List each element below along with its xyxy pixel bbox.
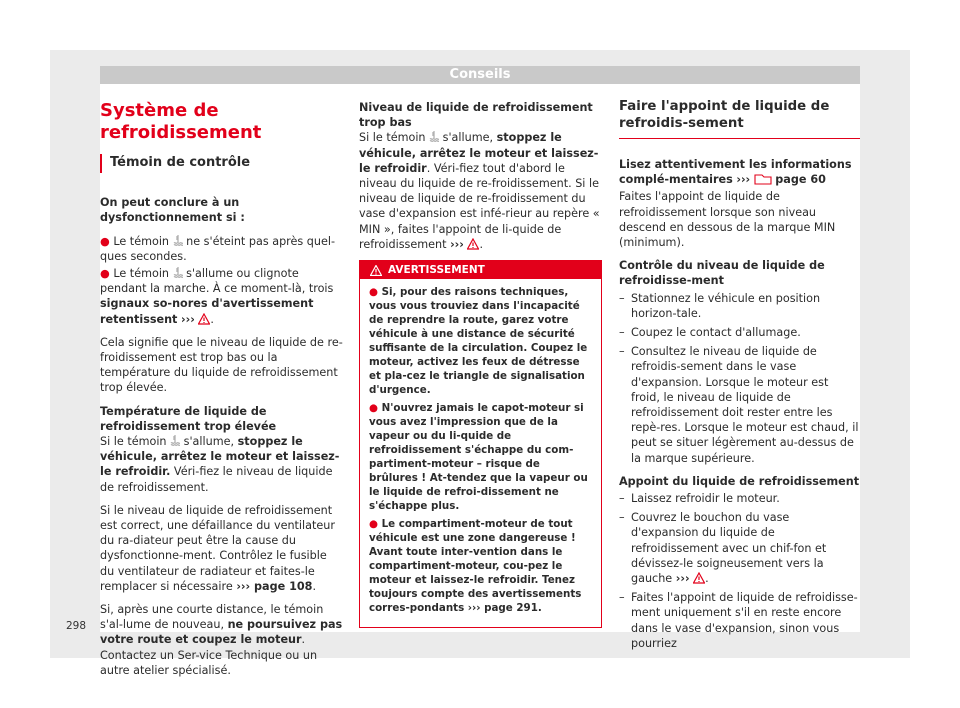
warning-triangle-icon xyxy=(693,572,705,584)
list-item: – Stationnez le véhicule en position horizon-tale. xyxy=(619,291,821,320)
section-subtitle: Témoin de contrôle xyxy=(100,154,343,173)
section-header xyxy=(100,66,860,84)
level-heading: Niveau de liquide de refroidissement trop bas xyxy=(359,101,593,130)
intro-text: On peut conclure à un dysfonctionnement si : xyxy=(100,196,245,225)
list-item: – Couvrez le bouchon du vase d'expansion du liquide de refroidissement avec un chif-fon et dévissez-le soigneusement vers la gauche ››› . xyxy=(619,511,827,586)
appoint-title: Faire l'appoint de liquide de refroidis-sement xyxy=(619,98,860,139)
page-291-link[interactable]: ››› page 291 xyxy=(467,602,538,615)
list-item: – Consultez le niveau de liquide de refroidis-sement dans le vase d'expansion. Lorsque le moteur est froid, le niveau de liquide de refroidissement doit rester entre les repè-res. Lorsque le moteur est chaud, il peut se situer légèrement au-dessus de la marque supérieure. xyxy=(619,345,859,465)
warning-item: ● Si, pour des raisons techniques, vous vous trouviez dans l'incapacité de reprendre la route, garez votre véhicule à une distance de sécurité suffisante de la circulation. Coupez le moteur, activez les feux de détresse et pla-cez le triangle de signalisation d'urgence. xyxy=(369,286,588,397)
coolant-warning-icon xyxy=(173,235,183,247)
control-heading: Contrôle du niveau de liquide de refroidisse-ment xyxy=(619,259,825,288)
column-1 xyxy=(100,100,343,686)
section-title: Conseils xyxy=(449,67,511,82)
explanation-text: Cela signifie que le niveau de liquide de re-froidissement est trop bas ou la température du liquide de refroidissement trop élevée. xyxy=(100,335,343,395)
coolant-warning-icon xyxy=(170,435,180,447)
temp-heading: Température de liquide de refroidissement trop élevée xyxy=(100,404,277,433)
fan-text: Si le niveau de liquide de refroidissement est correct, une défaillance du ventilateur du ra-diateur peut être la cause du dysfonctionne-ment. Contrôlez le fusible du ventilateur de radiateur et faites-le remplacer si nécessaire ››› page 108. xyxy=(100,503,335,593)
lead-text: Lisez attentivement les informations complé-mentaires ››› page 60 xyxy=(619,158,852,187)
warning-item: ● N'ouvrez jamais le capot-moteur si vous avez l'impression que de la vapeur ou du li-quide de refroidissement s'échappe du com-partiment-moteur – risque de brûlures ! At-tendez que la vapeur ou le liquide de refroi-dissement ne s'échappe plus. xyxy=(369,402,588,513)
warning-item: ● Le compartiment-moteur de tout véhicule est une zone dangereuse ! Avant toute inter-vention dans le compartiment-moteur, cou-pez le moteur et laissez-le refroidir. Tenez toujours compte des avertissements corres-pondants ››› page 291. xyxy=(369,518,582,615)
coolant-warning-icon xyxy=(429,131,439,143)
list-item: – Coupez le contact d'allumage. xyxy=(619,326,801,340)
list-item: – Faites l'appoint de liquide de refroidisse-ment uniquement s'il en reste encore dans le vase d'expansion, sinon vous pourriez xyxy=(619,591,858,650)
coolant-warning-icon xyxy=(173,267,183,279)
page-60-link[interactable]: page 60 xyxy=(775,173,826,187)
list-item: – Laissez refroidir le moteur. xyxy=(619,492,780,506)
warning-header xyxy=(360,261,601,279)
bullet-1: ● Le témoin ne s'éteint pas après quel-ques secondes. xyxy=(100,234,336,263)
restart-text: Si, après une courte distance, le témoin s'al-lume de nouveau, ne poursuivez pas votre route et coupez le moteur. Contactez un Ser-vice Technique ou un autre atelier spécialisé. xyxy=(100,603,343,677)
warning-triangle-icon xyxy=(467,238,479,250)
appoint-text: Faites l'appoint de liquide de refroidissement lorsque son niveau descend en dessous de la marque MIN (minimum). xyxy=(619,190,836,250)
book-icon xyxy=(754,173,772,185)
chapter-title: Système de refroidissement xyxy=(100,100,262,143)
temp-text: Si le témoin s'allume, stoppez le véhicule, arrêtez le moteur et laissez-le refroidir. Véri-fiez le niveau de liquide de refroidissement. xyxy=(100,435,340,494)
bullet-2: ● Le témoin s'allume ou clignote pendant la marche. À ce moment-là, trois signaux so-nores d'avertissement retentissent ››› . xyxy=(100,267,334,326)
warning-label: AVERTISSEMENT xyxy=(388,264,485,277)
warning-triangle-icon xyxy=(198,313,210,325)
warning-box xyxy=(359,260,602,628)
column-3 xyxy=(619,100,860,651)
warning-triangle-icon xyxy=(370,265,382,276)
appoint-heading: Appoint du liquide de refroidissement xyxy=(619,474,860,488)
warning-body xyxy=(360,279,601,627)
column-2 xyxy=(359,100,602,628)
page-number: 298 xyxy=(66,620,87,632)
level-text: Si le témoin s'allume, stoppez le véhicule, arrêtez le moteur et laissez-le refroidir. Véri-fiez tout d'abord le niveau du liquide de re-froidissement. Si le niveau de liquide de re-froidissement du vase d'expansion est infé-rieur au repère « MIN », faites l'appoint de li-quide de refroidissement ››› . xyxy=(359,131,600,251)
page-108-link[interactable]: ››› page 108 xyxy=(236,579,313,593)
